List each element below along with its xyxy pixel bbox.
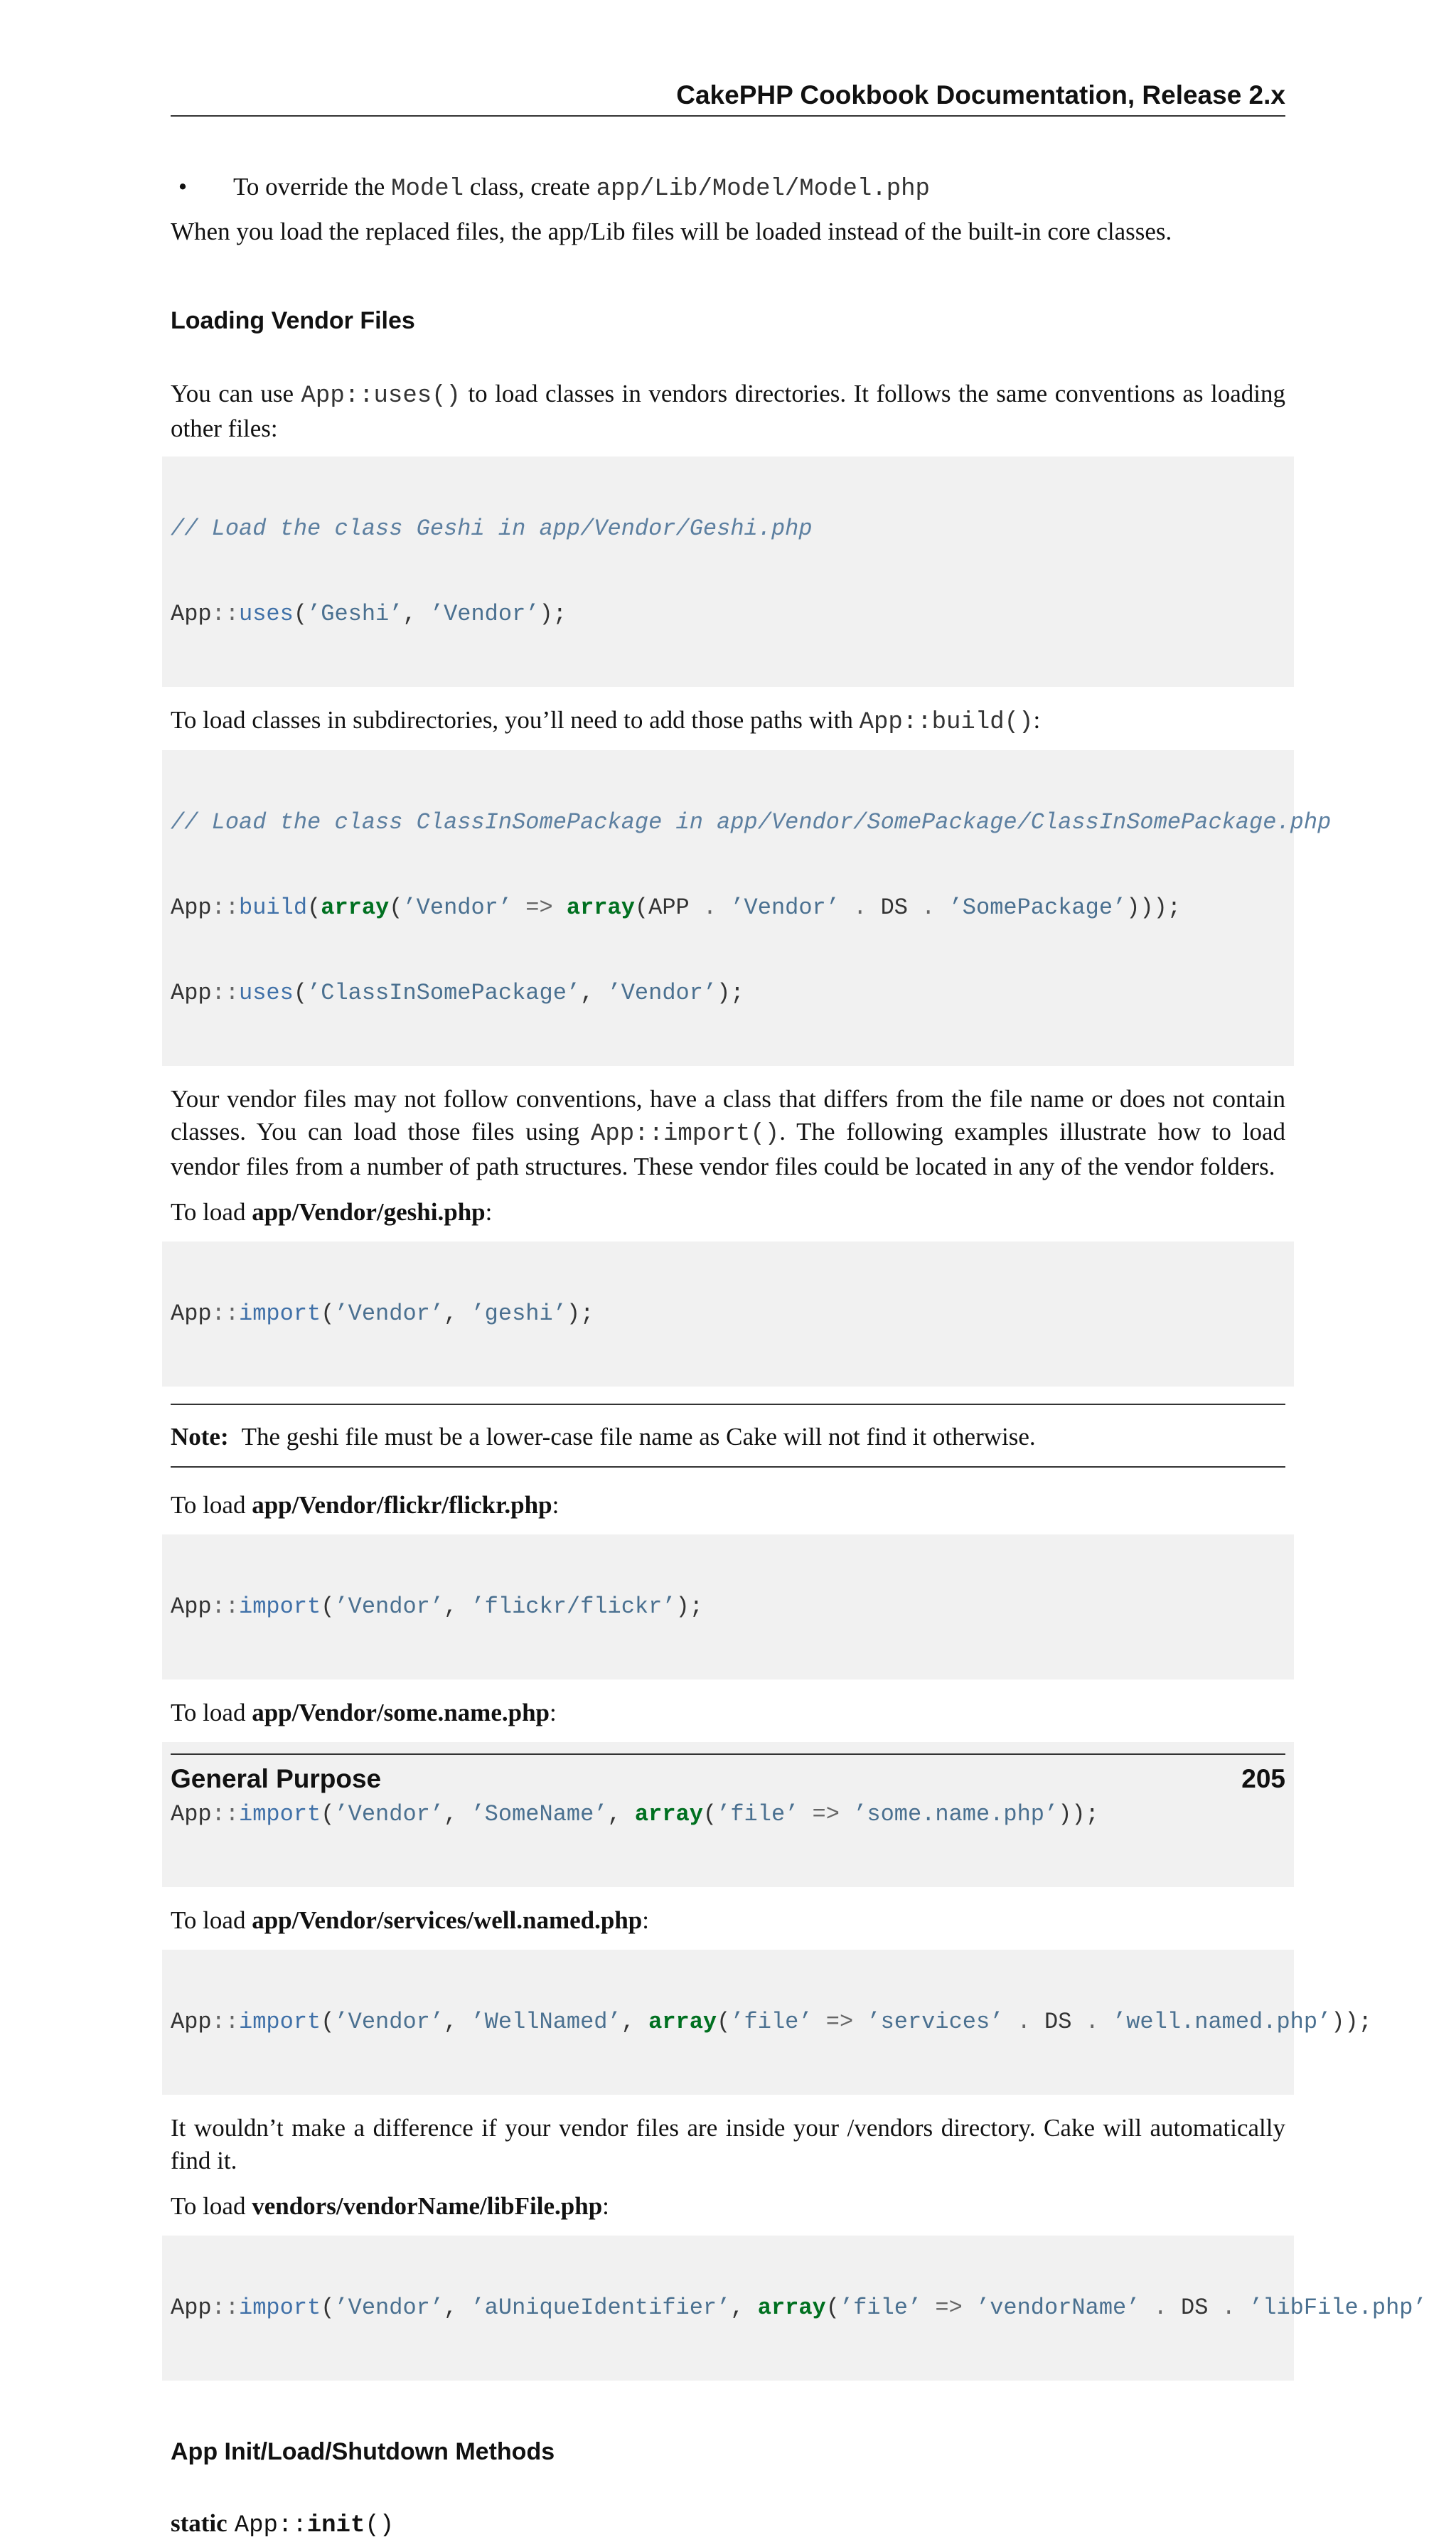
bullet-item <box>171 171 1285 205</box>
code-block-import-geshi <box>162 1241 1294 1387</box>
paragraph-import <box>171 1083 1285 1183</box>
note-text: The geshi file must be a lower-case file name as Cake will not find it otherwise. <box>241 1423 1036 1451</box>
static-keyword: static <box>171 2509 228 2537</box>
running-footer <box>171 1753 1285 1796</box>
load-instruction-wellnamed: To load app/Vendor/services/well.named.php: <box>171 1906 649 1934</box>
code-line: App::build(array(’Vendor’ => array(APP . ’Vendor’ . DS . ’SomePackage’))); <box>171 894 1182 921</box>
code-comment: // Load the class ClassInSomePackage in app/Vendor/SomePackage/ClassInSomePackage.php <box>171 809 1332 835</box>
method-signature-init <box>171 2507 1285 2542</box>
page-content <box>171 171 1427 2542</box>
inline-code-build: App::build() <box>859 709 1034 736</box>
method-name: init <box>306 2512 365 2539</box>
file-path: app/Vendor/some.name.php <box>252 1699 550 1726</box>
bullet-text-2: class, create <box>464 173 596 201</box>
code-block-import-wellnamed <box>162 1950 1372 2095</box>
bullet-icon: • <box>178 173 188 201</box>
inline-code-uses: App::uses() <box>301 383 461 410</box>
inline-code-import: App::import() <box>590 1121 780 1148</box>
code-line: App::import(’Vendor’, ’geshi’); <box>171 1301 594 1327</box>
class-name: App:: <box>234 2512 307 2539</box>
note-box <box>171 1404 1285 1468</box>
paragraph-vendors-dir: It wouldn’t make a difference if your vendor files are inside your /vendors directory. Cake will automatically find it. <box>171 2114 1285 2174</box>
paragraph-uses <box>171 378 1285 445</box>
page-number: 205 <box>1241 1764 1285 1793</box>
code-line: App::uses(’ClassInSomePackage’, ’Vendor’); <box>171 980 744 1006</box>
load-instruction-geshi: To load app/Vendor/geshi.php: <box>171 1198 493 1226</box>
code-line: App::import(’Vendor’, ’WellNamed’, array(’file’ => ’services’ . DS . ’well.named.php’)); <box>171 2009 1372 2035</box>
inline-code-model: Model <box>391 176 464 203</box>
code-comment: // Load the class Geshi in app/Vendor/Geshi.php <box>171 516 813 542</box>
paragraph-replace: When you load the replaced files, the app/Lib files will be loaded instead of the built-in core classes. <box>171 218 1172 245</box>
method-parens: () <box>365 2512 395 2539</box>
note-label: Note: <box>171 1423 229 1451</box>
paragraph-subdirectories <box>171 704 1285 739</box>
paragraph-sub-text-2: : <box>1033 706 1041 734</box>
running-header: CakePHP Cookbook Documentation, Release 2.x <box>171 78 1285 117</box>
load-instruction-flickr: To load app/Vendor/flickr/flickr.php: <box>171 1491 560 1519</box>
load-instruction-libfile: To load vendors/vendorName/libFile.php: <box>171 2192 609 2220</box>
file-path: app/Vendor/geshi.php <box>252 1198 486 1226</box>
section-heading-vendor: Loading Vendor Files <box>171 307 415 334</box>
code-line: App::import(’Vendor’, ’SomeName’, array(’file’ => ’some.name.php’)); <box>171 1801 1099 1827</box>
paragraph-uses-text-2: to load classes in vendors directories. It follows the same conventions as loading other files: <box>171 380 1285 442</box>
paragraph-uses-text-1: You can use <box>171 380 301 407</box>
load-instruction-somename: To load app/Vendor/some.name.php: <box>171 1699 557 1726</box>
code-block-import-libfile <box>162 2236 1427 2381</box>
file-path: app/Vendor/flickr/flickr.php <box>252 1491 552 1519</box>
code-block-geshi <box>162 456 1294 687</box>
file-path: vendors/vendorName/libFile.php <box>252 2192 603 2220</box>
file-path: app/Vendor/services/well.named.php <box>252 1906 643 1934</box>
code-block-build <box>162 750 1332 1066</box>
code-line: App::import(’Vendor’, ’flickr/flickr’); <box>171 1593 703 1620</box>
inline-code-model-path: app/Lib/Model/Model.php <box>596 176 930 203</box>
paragraph-import-text-1: Your vendor files may not follow conventions, have a class that differs from the file name or does not contain classes. You can load those files using <box>171 1085 1285 1145</box>
code-block-import-flickr <box>162 1534 1294 1679</box>
code-line: App::uses(’Geshi’, ’Vendor’); <box>171 601 567 627</box>
paragraph-import-text-2: . The following examples illustrate how to load vendor files from a number of path structures. These vendor files could be located in any of the vendor folders. <box>171 1118 1285 1180</box>
bullet-text-1: To override the <box>233 173 392 201</box>
paragraph-sub-text-1: To load classes in subdirectories, you’ll need to add those paths with <box>171 706 860 734</box>
section-heading-init: App Init/Load/Shutdown Methods <box>171 2438 555 2465</box>
footer-section-title: General Purpose <box>171 1764 382 1793</box>
code-line: App::import(’Vendor’, ’aUniqueIdentifier’, array(’file’ => ’vendorName’ . DS . ’libFile.php’ <box>171 2295 1427 2321</box>
